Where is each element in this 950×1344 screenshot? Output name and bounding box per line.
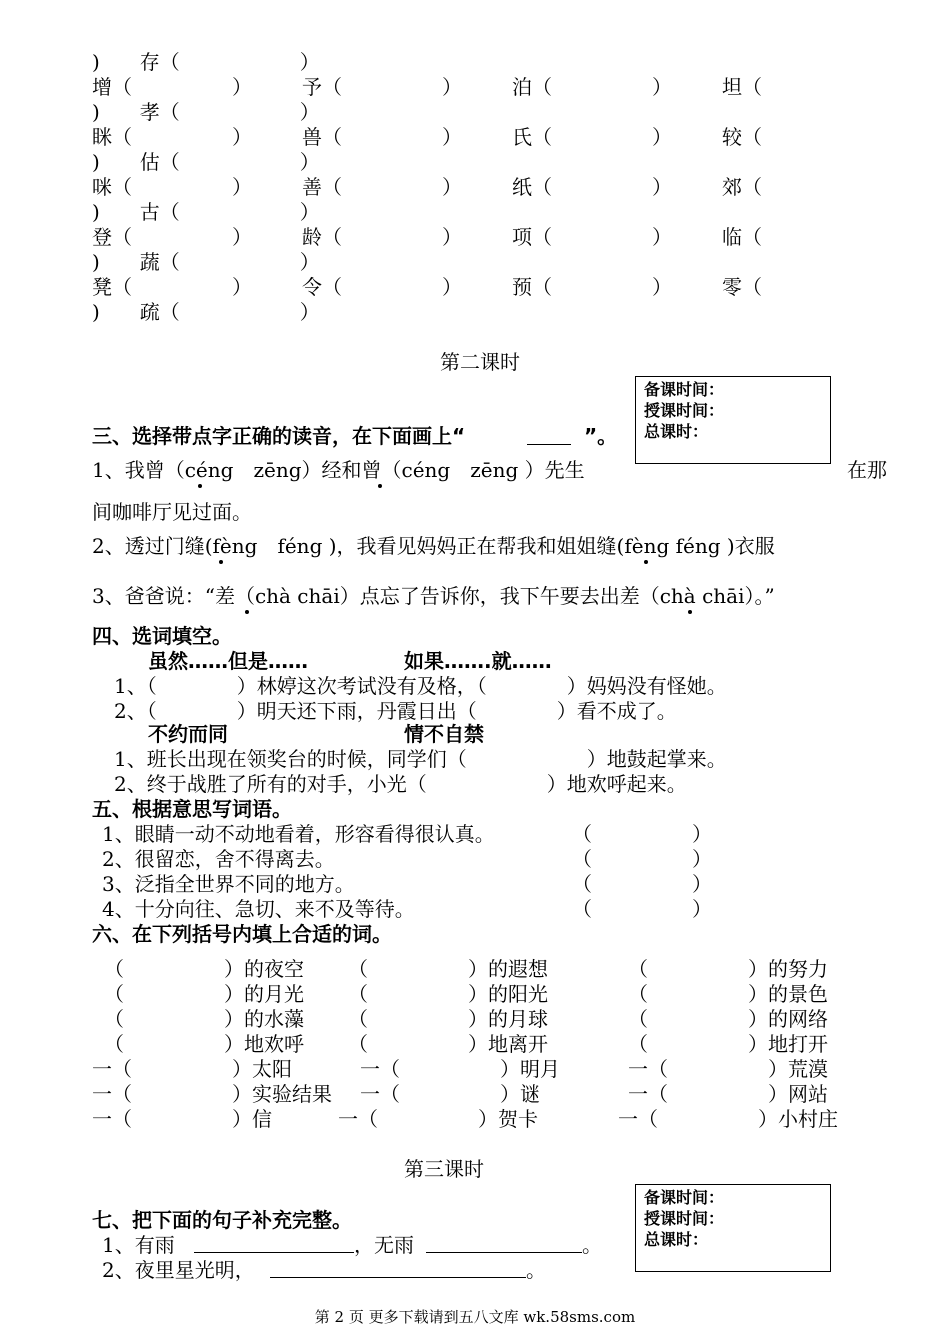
emphasis-dot: [245, 610, 249, 614]
lesson-time-box: [635, 376, 831, 464]
fill-item: 一（ ）贺卡: [338, 1107, 538, 1131]
fill-item: （ ）的水藻: [104, 1007, 304, 1031]
char-row: ) 蔬（ ）: [92, 250, 320, 274]
question-line: 1、（ ）林婷这次考试没有及格，（ ）妈妈没有怪她。: [114, 674, 727, 698]
char-row: ) 孝（ ）: [92, 100, 320, 124]
word-choice: 如果…….就……: [404, 649, 552, 673]
total-time-label: 总课时：: [644, 1230, 709, 1249]
fill-item: 一（ ）小村庄: [618, 1107, 838, 1131]
total-time-label: 总课时：: [644, 422, 709, 441]
lesson-title: 第三课时: [404, 1157, 484, 1181]
emphasis-dot: [198, 484, 202, 488]
section-heading: 三、选择带点字正确的读音，在下面画上“: [92, 424, 466, 448]
word-choice: 不约而同: [148, 722, 228, 746]
definition-item: 2、很留恋，舍不得离去。: [102, 847, 335, 871]
fill-item: 一（ ）太阳: [92, 1057, 292, 1081]
section-heading: 五、根据意思写词语。: [92, 797, 292, 821]
fill-item: （ ）地欢呼: [104, 1032, 304, 1056]
question-line: ，无雨: [354, 1233, 414, 1257]
prep-time-label: 备课时间：: [644, 1188, 725, 1207]
char-row: 增（ ） 予（ ） 泊（ ） 坦（: [92, 75, 762, 99]
emphasis-dot: [644, 560, 648, 564]
question-line: 1、我曾（céng zēng）经和曾（céng zēng ）先生: [92, 458, 585, 482]
teach-time-label: 授课时间：: [644, 401, 725, 420]
emphasis-dot: [688, 610, 692, 614]
fill-item: 一（ ）网站: [628, 1082, 828, 1106]
fill-item: 一（ ）信: [92, 1107, 272, 1131]
question-line: 2、（ ）明天还下雨，丹霞日出（ ）看不成了。: [114, 699, 677, 723]
fill-item: （ ）的景色: [628, 982, 828, 1006]
fill-item: （ ）的月光: [104, 982, 304, 1006]
answer-line[interactable]: [194, 1252, 354, 1253]
answer-line[interactable]: [270, 1277, 526, 1278]
section-heading: 四、选词填空。: [92, 624, 232, 648]
page-footer: 第 2 页 更多下载请到五八文库 wk.58sms.com: [314, 1308, 636, 1326]
fill-item: 一（ ）明月: [360, 1057, 560, 1081]
lesson-title: 第二课时: [440, 350, 520, 374]
word-choice: 虽然……但是……: [148, 649, 308, 673]
fill-item: （ ）的努力: [628, 957, 828, 981]
fill-item: （ ）的夜空: [104, 957, 304, 981]
question-line: 3、爸爸说：“差（chà chāi）点忘了告诉你，我下午要去出差（chà chāi）。”: [92, 584, 775, 608]
char-row: ) 疏（ ）: [92, 300, 320, 324]
section-heading: 六、在下列括号内填上合适的词。: [92, 922, 392, 946]
fill-item: （ ）的网络: [628, 1007, 828, 1031]
question-line: 2、夜里星光明，: [102, 1258, 255, 1282]
fill-item: （ ）的月球: [348, 1007, 548, 1031]
question-line: 2、终于战胜了所有的对手，小光（ ）地欢呼起来。: [114, 772, 687, 796]
fill-item: 一（ ）实验结果: [92, 1082, 332, 1106]
answer-blank: （ ）: [572, 897, 712, 921]
char-row: 咪（ ） 善（ ） 纸（ ） 郊（: [92, 175, 762, 199]
char-row: 眯（ ） 兽（ ） 氏（ ） 较（: [92, 125, 762, 149]
char-row: 登（ ） 龄（ ） 项（ ） 临（: [92, 225, 762, 249]
question-line: 1、班长出现在领奖台的时候，同学们（ ）地鼓起掌来。: [114, 747, 727, 771]
question-line: 。: [582, 1233, 602, 1257]
answer-blank: （ ）: [572, 847, 712, 871]
question-line: 。: [526, 1258, 546, 1282]
answer-blank: （ ）: [572, 872, 712, 896]
fill-item: 一（ ）谜: [360, 1082, 540, 1106]
underline-sample: [527, 444, 571, 445]
char-row: ) 存（ ）: [92, 50, 320, 74]
lesson-time-box: [635, 1184, 831, 1272]
fill-item: （ ）的阳光: [348, 982, 548, 1006]
answer-line[interactable]: [426, 1252, 582, 1253]
question-line: 2、透过门缝(fèng féng )，我看见妈妈正在帮我和姐姐缝(fèng féng )衣服: [92, 534, 775, 558]
char-row: 凳（ ） 令（ ） 预（ ） 零（: [92, 275, 762, 299]
definition-item: 1、眼睛一动不动地看着，形容看得很认真。: [102, 822, 495, 846]
answer-blank: （ ）: [572, 822, 712, 846]
emphasis-dot: [378, 484, 382, 488]
teach-time-label: 授课时间：: [644, 1209, 725, 1228]
fill-item: （ ）地离开: [348, 1032, 548, 1056]
definition-item: 4、十分向往、急切、来不及等待。: [102, 897, 415, 921]
question-line: 间咖啡厅见过面。: [92, 500, 252, 524]
section-heading-end: ”。: [584, 424, 618, 448]
fill-item: 一（ ）荒漠: [628, 1057, 828, 1081]
question-line: 1、有雨: [102, 1233, 175, 1257]
section-heading: 七、把下面的句子补充完整。: [92, 1208, 352, 1232]
emphasis-dot: [219, 560, 223, 564]
prep-time-label: 备课时间：: [644, 380, 725, 399]
char-row: ) 古（ ）: [92, 200, 320, 224]
question-line: 在那: [847, 458, 887, 482]
char-row: ) 估（ ）: [92, 150, 320, 174]
definition-item: 3、泛指全世界不同的地方。: [102, 872, 355, 896]
fill-item: （ ）地打开: [628, 1032, 828, 1056]
word-choice: 情不自禁: [404, 722, 484, 746]
fill-item: （ ）的遐想: [348, 957, 548, 981]
